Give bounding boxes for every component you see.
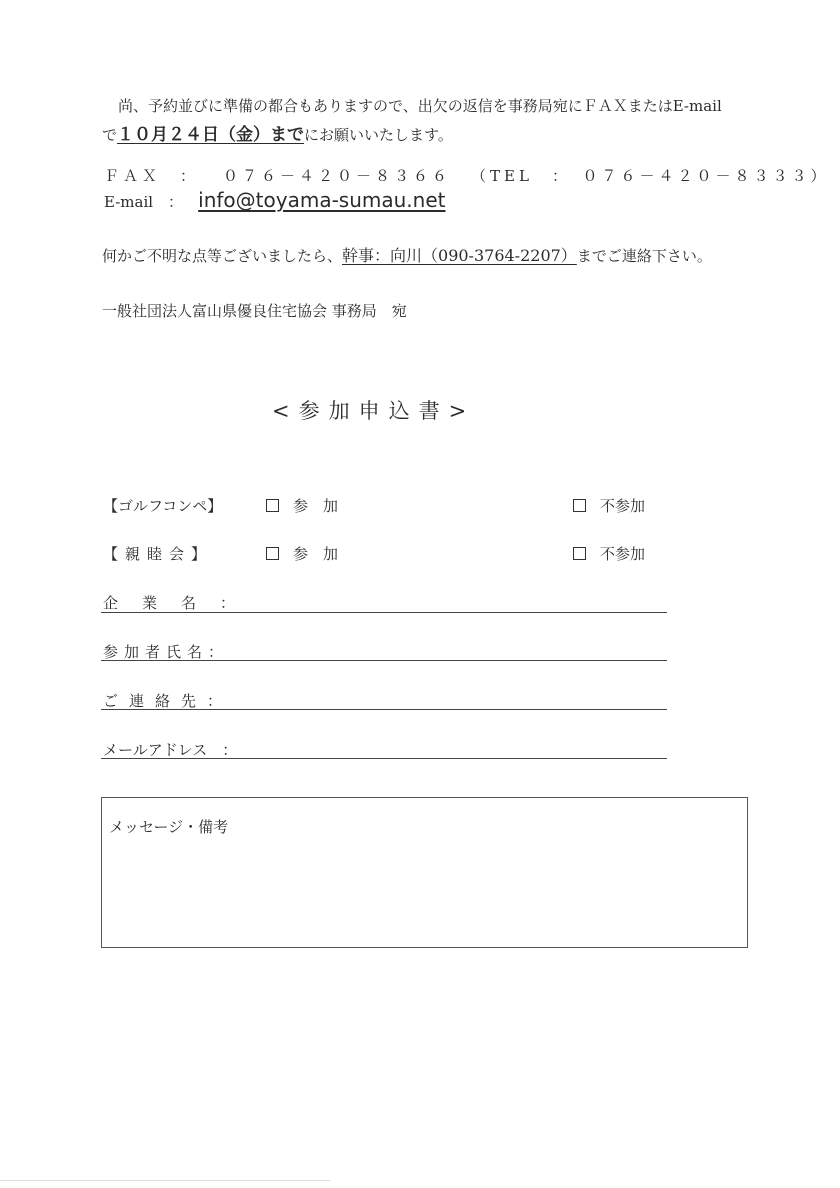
intro-line-1: 尚、予約並びに準備の都合もありますので、出欠の返信を事務局宛にＦＡＸまたはE-mail xyxy=(118,97,722,115)
email-row xyxy=(104,188,445,212)
organizer-contact: 幹事：向川（090-3764-2207） xyxy=(342,246,577,265)
email-address[interactable]: info@toyama-sumau.net xyxy=(198,188,446,212)
party-absent-checkbox[interactable] xyxy=(573,547,586,560)
fax-number: ０７６－４２０－８３６６ xyxy=(223,167,452,185)
party-absent-label: 不参加 xyxy=(600,545,646,563)
inquiry-prefix: 何かご不明な点等ございましたら、 xyxy=(102,247,343,265)
golf-label: 【ゴルフコンペ】 xyxy=(103,497,223,515)
golf-absent-option[interactable] xyxy=(573,495,645,516)
company-label: 企業名： xyxy=(103,594,260,612)
fax-row xyxy=(104,165,829,186)
intro-line-2 xyxy=(102,120,453,145)
message-box[interactable] xyxy=(101,797,748,948)
form-title: <参加申込書> xyxy=(272,399,476,423)
golf-absent-checkbox[interactable] xyxy=(573,499,586,512)
email-label: E-mail ： xyxy=(104,193,184,211)
golf-attend-checkbox[interactable] xyxy=(266,499,279,512)
party-absent-option[interactable] xyxy=(573,543,645,564)
participant-field[interactable] xyxy=(101,660,667,661)
golf-attend-label: 参 加 xyxy=(293,497,339,515)
reply-deadline: １０月２４日（金）まで xyxy=(117,125,305,145)
email-field[interactable] xyxy=(101,758,667,759)
contact-field[interactable] xyxy=(101,709,667,710)
contact-label: ご連絡先： xyxy=(103,692,234,710)
email-field-label: メールアドレス ： xyxy=(103,741,238,759)
company-field[interactable] xyxy=(101,612,667,613)
inquiry-line xyxy=(102,243,712,266)
addressee: 一般社団法人富山県優良住宅協会 事務局 宛 xyxy=(102,302,407,320)
golf-absent-label: 不参加 xyxy=(600,497,646,515)
inquiry-suffix: までご連絡下さい。 xyxy=(576,247,712,265)
participant-label: 参加者氏名： xyxy=(103,643,230,661)
scan-edge-line xyxy=(0,1180,330,1181)
intro-line-2-prefix: で xyxy=(102,126,118,144)
party-attend-checkbox[interactable] xyxy=(266,547,279,560)
golf-attend-option[interactable] xyxy=(266,495,338,516)
party-attend-option[interactable] xyxy=(266,543,338,564)
tel-number: （TEL ： ０７６－４２０－８３３３） xyxy=(471,167,830,185)
fax-label: ＦＡＸ ： xyxy=(104,167,200,185)
party-attend-label: 参 加 xyxy=(293,545,339,563)
party-label: 【親睦会】 xyxy=(103,545,214,563)
message-label: メッセージ・備考 xyxy=(109,818,229,836)
intro-line-2-suffix: にお願いいたします。 xyxy=(304,126,453,144)
